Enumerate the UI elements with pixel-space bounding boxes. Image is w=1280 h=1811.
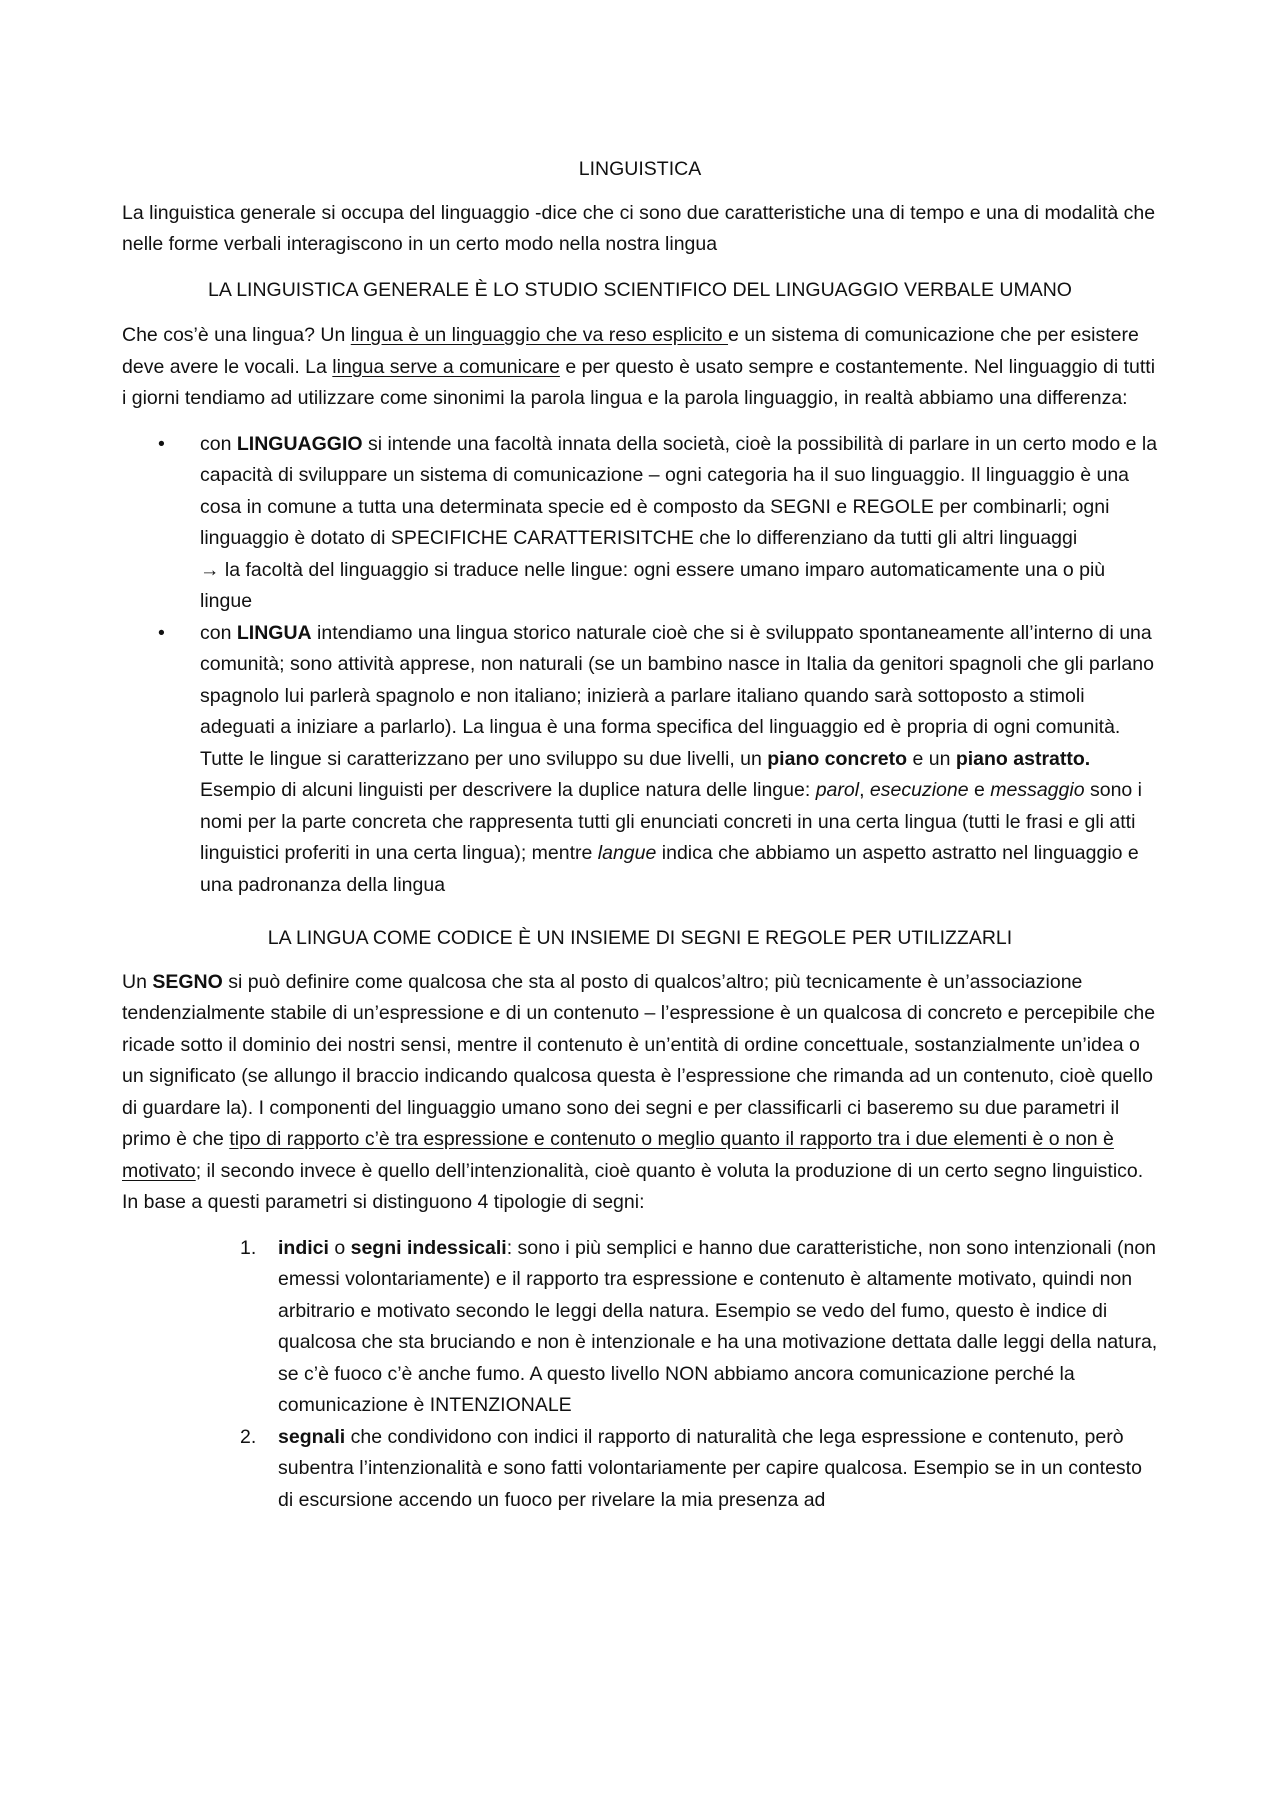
section-heading-1: LA LINGUISTICA GENERALE È LO STUDIO SCIENTIFICO DEL LINGUAGGIO VERBALE UMANO xyxy=(208,278,1072,301)
list-number: 2. xyxy=(240,1425,257,1448)
definition-paragraph: Che cos’è una lingua? Un lingua è un linguaggio che va reso esplicito e un sistema di comunicazione che per esistere deve avere le vocali. La lingua serve a comunicare e per questo è usato sempre e costantemente. Nel linguaggio di tutti i giorni tendiamo ad utilizzare come sinonimi la parola lingua e la parola linguaggio, in realtà abbiamo una differenza: xyxy=(122,324,1156,409)
section-heading-2: LA LINGUA COME CODICE È UN INSIEME DI SEGNI E REGOLE PER UTILIZZARLI xyxy=(267,927,1013,949)
bullet-list xyxy=(122,429,1158,902)
bullet-marker: • xyxy=(158,432,165,455)
intro-paragraph: La linguistica generale si occupa del linguaggio -dice che ci sono due caratteristiche una di tempo e una di modalità che nelle forme verbali interagiscono in un certo modo nella nostra lingua xyxy=(122,201,1156,255)
underlined-text: lingua serve a comunicare xyxy=(332,355,560,378)
list-item: 2. segnali che condividono con indici il rapporto di naturalità che lega espressione e contenuto, però subentra l’intenzionalità e sono fatti volontariamente per capire qualcosa. Esempio se in un contesto di escursione accendo un fuoco per rivelare la mia presenza ad xyxy=(278,1422,1158,1517)
bullet-marker: • xyxy=(158,621,165,644)
list-item: • con LINGUAGGIO si intende una facoltà innata della società, cioè la possibilità di parlare in un certo modo e la capacità di sviluppare un sistema di comunicazione – ogni categoria ha il suo linguaggio. Il linguaggio è una cosa in comune a tutta una determinata specie ed è composto da SEGNI e REGOLE per combinarli; ogni linguaggio è dotato di SPECIFICHE CARATTERISITCHE che lo differenziano da tutti gli altri linguaggi → la facoltà del linguaggio si traduce nelle lingue: ogni essere umano imparo automaticamente una o più lingue xyxy=(200,429,1158,618)
underlined-text: lingua è un linguaggio che va reso esplicito xyxy=(350,324,729,346)
page-title: LINGUISTICA xyxy=(578,158,702,180)
list-item: • con LINGUA intendiamo una lingua storico naturale cioè che si è sviluppato spontaneamente all’interno di una comunità; sono attività apprese, non naturali (se un bambino nasce in Italia da genitori spagnoli che gli parlano spagnolo lui parlerà spagnolo e non italiano; inizierà a parlare italiano quando sarà sottoposto a stimoli adeguati a iniziare a parlarlo). La lingua è una forma specifica del linguaggio ed è propria di ogni comunità. Tutte le lingue si caratterizzano per uno sviluppo su due livelli, un piano concreto e un piano astratto. Esempio di alcuni linguisti per descrivere la duplice natura delle lingue: parol, esecuzione e messaggio sono i nomi per la parte concreta che rappresenta tutti gli enunciati concreti in una certa lingua (tutti le frasi e gli atti linguistici proferiti in una certa lingua); mentre langue indica che abbiamo un aspetto astratto nel linguaggio e una padronanza della lingua xyxy=(200,618,1158,902)
list-item: 1. indici o segni indessicali: sono i più semplici e hanno due caratteristiche, non sono intenzionali (non emessi volontariamente) e il rapporto tra espressione e contenuto è altamente motivato, quindi non arbitrario e motivato secondo le leggi della natura. Esempio se vedo del fumo, questo è indice di qualcosa che sta bruciando e non è intenzionale e ha una motivazione dettata dalle leggi della natura, se c’è fuoco c’è anche fumo. A questo livello NON abbiamo ancora comunicazione perché la comunicazione è INTENZIONALE xyxy=(278,1233,1158,1422)
list-number: 1. xyxy=(240,1236,257,1259)
numbered-list xyxy=(122,1233,1158,1517)
sign-paragraph: Un SEGNO si può definire come qualcosa che sta al posto di qualcos’altro; più tecnicamente è un’associazione tendenzialmente stabile di un’espressione e di un contenuto – l’espressione è un qualcosa di concreto e percepibile che ricade sotto il dominio dei nostri sensi, mentre il contenuto è un’entità di ordine concettuale, sostanzialmente un’idea o un significato (se allungo il braccio indicando qualcosa questa è l’espressione che rimanda ad un contenuto, cioè quello di guardare la). I componenti del linguaggio umano sono dei segni e per classificarli ci baseremo su due parametri il primo è che tipo di rapporto c’è tra espressione e contenuto o meglio quanto il rapporto tra i due elementi è o non è motivato; il secondo invece è quello dell’intenzionalità, cioè quanto è voluta la produzione di un certo segno linguistico. In base a questi parametri si distinguono 4 tipologie di segni: xyxy=(122,970,1156,1213)
underlined-text: tipo di rapporto c’è tra espressione e contenuto o meglio quanto il rapporto tra i due elementi è o non è motivato xyxy=(122,1128,1114,1182)
